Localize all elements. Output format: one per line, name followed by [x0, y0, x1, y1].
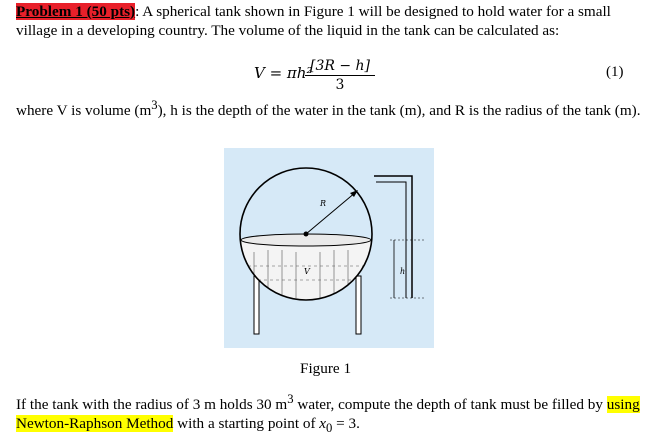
- x0-value: = 3.: [332, 415, 360, 433]
- figure-caption: Figure 1: [300, 360, 352, 377]
- label-R: R: [320, 199, 327, 208]
- where-superscript: 3: [151, 98, 158, 112]
- task-text-1: If the tank with the radius of 3 m holds 30 m: [16, 396, 288, 414]
- task-statement: [16, 390, 644, 438]
- task-text-2: water, compute the depth of tank must be filled by: [293, 396, 607, 414]
- equation-lhs: V = πh²: [254, 64, 313, 82]
- variable-definitions: [16, 96, 644, 120]
- x0-subscript: 0: [326, 421, 333, 436]
- equation-fraction: [305, 58, 375, 93]
- x0-variable: x: [319, 415, 327, 433]
- label-V: V: [304, 267, 310, 276]
- tank-leg-right: [356, 276, 361, 334]
- method-highlight: using Newton-Raphson Method: [16, 396, 640, 433]
- task-text-3: with a starting point of: [173, 415, 320, 433]
- problem-label: Problem 1 (50 pts): [16, 3, 136, 20]
- spherical-tank-figure: [224, 148, 434, 348]
- where-text-1: where V is volume (m: [16, 102, 152, 120]
- task-superscript: 3: [287, 392, 294, 406]
- equation-denominator: 3: [335, 77, 345, 93]
- where-text-2: ), h is the depth of the water in the tank (m), and R is the radius of the tank (m).: [157, 102, 641, 120]
- equation-numerator: [3R − h]: [305, 58, 375, 76]
- equation-number: (1): [606, 64, 624, 80]
- problem-intro-text: : A spherical tank shown in Figure 1 will be designed to hold water for a small village in a developing country. The volume of the liquid in the tank can be calculated as:: [16, 3, 611, 39]
- label-h: h: [400, 267, 406, 276]
- problem-intro: [16, 2, 644, 40]
- tank-leg-left: [254, 276, 259, 334]
